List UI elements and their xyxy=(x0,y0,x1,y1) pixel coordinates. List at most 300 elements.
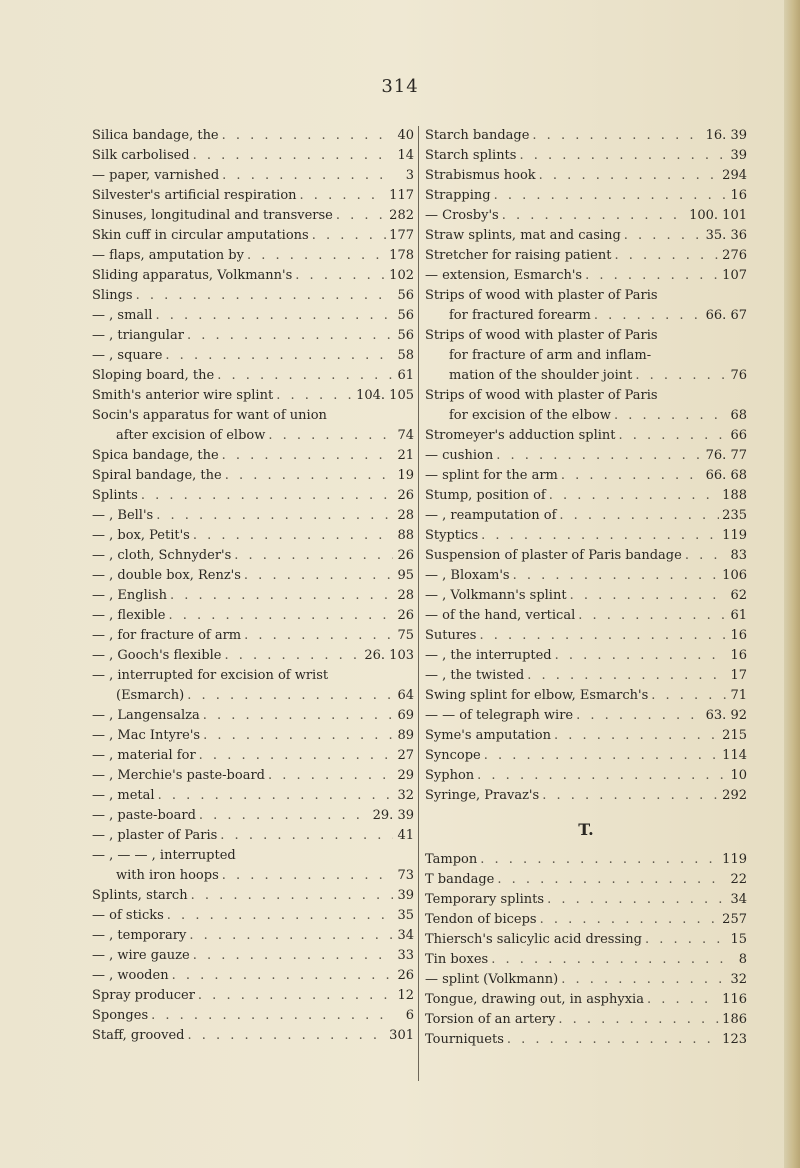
entry-term: — , Merchie's paste-board xyxy=(92,768,265,783)
dot-leader xyxy=(156,506,393,526)
dot-leader xyxy=(619,426,727,446)
dot-leader xyxy=(222,866,393,886)
entry-page-ref: 40 xyxy=(397,128,414,143)
dot-leader xyxy=(295,266,386,286)
index-entry xyxy=(425,506,747,526)
entry-page-ref: 32 xyxy=(397,788,414,803)
dot-leader xyxy=(570,586,726,606)
entry-page-ref: 66 xyxy=(730,428,747,443)
dot-leader xyxy=(141,486,393,506)
entry-term: — flaps, amputation by xyxy=(92,248,244,263)
dot-leader xyxy=(222,166,393,186)
index-entry xyxy=(425,586,747,606)
entry-page-ref: 56 xyxy=(397,328,414,343)
index-entry xyxy=(92,686,414,706)
index-entry xyxy=(92,786,414,806)
index-entry xyxy=(92,246,414,266)
dot-leader xyxy=(494,186,726,206)
entry-term: Stromeyer's adduction splint xyxy=(425,428,616,443)
entry-term: — , material for xyxy=(92,748,196,763)
entry-term: — , cloth, Schnyder's xyxy=(92,548,232,563)
entry-term: — , triangular xyxy=(92,328,184,343)
index-entry xyxy=(92,626,414,646)
entry-page-ref: 301 xyxy=(389,1028,414,1043)
index-entry xyxy=(425,726,747,746)
entry-term: Tin boxes xyxy=(425,952,489,967)
dot-leader xyxy=(234,546,393,566)
entry-page-ref: 16. 39 xyxy=(705,128,747,143)
dot-leader xyxy=(268,766,393,786)
entry-term: Styptics xyxy=(425,528,479,543)
entry-term: Syme's amputation xyxy=(425,728,551,743)
entry-term: — cushion xyxy=(425,448,494,463)
dot-leader xyxy=(555,646,726,666)
entry-page-ref: 34 xyxy=(730,892,747,907)
index-entry xyxy=(425,246,747,266)
entry-page-ref: 215 xyxy=(722,728,747,743)
entry-page-ref: 276 xyxy=(722,248,747,263)
entry-page-ref: 102 xyxy=(389,268,414,283)
entry-term: Starch splints xyxy=(425,148,517,163)
dot-leader xyxy=(507,1030,719,1050)
entry-page-ref: 29 xyxy=(397,768,414,783)
dot-leader xyxy=(479,626,726,646)
entry-page-ref: 15 xyxy=(730,932,747,947)
index-entry xyxy=(425,890,747,910)
entry-page-ref: 61 xyxy=(730,608,747,623)
dot-leader xyxy=(542,786,719,806)
index-entry xyxy=(425,406,747,426)
dot-leader xyxy=(312,226,386,246)
dot-leader xyxy=(532,126,702,146)
index-entry xyxy=(92,566,414,586)
entry-term: — — of telegraph wire xyxy=(425,708,574,723)
index-entry xyxy=(425,1030,747,1050)
entry-term: — , — — , interrupted xyxy=(92,848,236,863)
entry-page-ref: 63. 92 xyxy=(705,708,747,723)
entry-term: — , Bloxam's xyxy=(425,568,510,583)
index-entry xyxy=(425,526,747,546)
dot-leader xyxy=(187,686,393,706)
dot-leader xyxy=(244,566,393,586)
dot-leader xyxy=(496,446,702,466)
index-entry xyxy=(92,406,414,426)
entry-term: Splints, starch xyxy=(92,888,188,903)
entry-page-ref: 6 xyxy=(405,1008,414,1023)
entry-term: Syringe, Pravaz's xyxy=(425,788,540,803)
dot-leader xyxy=(247,246,386,266)
entry-term: T bandage xyxy=(425,872,495,887)
entry-page-ref: 64 xyxy=(397,688,414,703)
entry-term: Starch bandage xyxy=(425,128,530,143)
index-entry xyxy=(425,126,747,146)
dot-leader xyxy=(172,966,393,986)
entry-page-ref: 17 xyxy=(730,668,747,683)
dot-leader xyxy=(645,930,726,950)
column-divider xyxy=(418,126,419,1081)
index-entry xyxy=(92,206,414,226)
index-entry xyxy=(425,146,747,166)
dot-leader xyxy=(151,1006,393,1026)
dot-leader xyxy=(519,146,726,166)
dot-leader xyxy=(225,646,362,666)
index-entry xyxy=(92,266,414,286)
entry-term: — of sticks xyxy=(92,908,164,923)
entry-term: — , metal xyxy=(92,788,155,803)
entry-term: Socin's apparatus for want of union xyxy=(92,408,327,423)
entry-page-ref: 16 xyxy=(730,628,747,643)
entry-term: Strips of wood with plaster of Paris xyxy=(425,388,658,403)
entry-page-ref: 95 xyxy=(397,568,414,583)
entry-term: — paper, varnished xyxy=(92,168,220,183)
dot-leader xyxy=(191,886,393,906)
index-entry xyxy=(425,910,747,930)
dot-leader xyxy=(561,970,726,990)
index-entry xyxy=(425,466,747,486)
entry-page-ref: 35 xyxy=(397,908,414,923)
index-entry xyxy=(92,866,414,886)
index-entry xyxy=(92,166,414,186)
dot-leader xyxy=(203,706,393,726)
dot-leader xyxy=(276,386,353,406)
entry-page-ref: 27 xyxy=(397,748,414,763)
entry-page-ref: 76 xyxy=(730,368,747,383)
dot-leader xyxy=(193,146,393,166)
index-entry xyxy=(92,546,414,566)
entry-term: — , flexible xyxy=(92,608,166,623)
index-entry xyxy=(425,766,747,786)
entry-page-ref: 88 xyxy=(397,528,414,543)
index-entry xyxy=(92,386,414,406)
dot-leader xyxy=(554,726,719,746)
entry-term: Sponges xyxy=(92,1008,149,1023)
entry-term: — , the interrupted xyxy=(425,648,552,663)
entry-page-ref: 188 xyxy=(722,488,747,503)
entry-term: Strabismus hook xyxy=(425,168,536,183)
entry-term: Suspension of plaster of Paris bandage xyxy=(425,548,682,563)
entry-term: Sutures xyxy=(425,628,477,643)
entry-page-ref: 66. 67 xyxy=(705,308,747,323)
entry-page-ref: 26 xyxy=(397,608,414,623)
entry-page-ref: 73 xyxy=(397,868,414,883)
index-entry xyxy=(92,666,414,686)
index-entry xyxy=(425,950,747,970)
entry-page-ref: 119 xyxy=(722,852,747,867)
index-entry xyxy=(425,666,747,686)
entry-term: — extension, Esmarch's xyxy=(425,268,583,283)
entry-term: Sinuses, longitudinal and transverse xyxy=(92,208,333,223)
entry-term: Temporary splints xyxy=(425,892,545,907)
index-entry xyxy=(92,146,414,166)
section-heading-t: T. xyxy=(578,820,594,839)
dot-leader xyxy=(187,1026,386,1046)
entry-page-ref: 119 xyxy=(722,528,747,543)
index-entry xyxy=(425,786,747,806)
dot-leader xyxy=(198,986,393,1006)
index-entry xyxy=(92,506,414,526)
page-edge xyxy=(784,0,800,1168)
index-entry xyxy=(92,346,414,366)
page-number: 314 xyxy=(381,76,419,97)
entry-term: Skin cuff in circular amputations xyxy=(92,228,309,243)
index-entry xyxy=(425,706,747,726)
index-entry xyxy=(92,306,414,326)
dot-leader xyxy=(220,826,393,846)
entry-term: — , interrupted for excision of wrist xyxy=(92,668,329,683)
dot-leader xyxy=(199,806,370,826)
entry-page-ref: 39 xyxy=(730,148,747,163)
dot-leader xyxy=(155,306,393,326)
dot-leader xyxy=(481,526,719,546)
index-entry xyxy=(425,970,747,990)
entry-page-ref: 123 xyxy=(722,1032,747,1047)
dot-leader xyxy=(647,990,719,1010)
entry-term: — , Mac Intyre's xyxy=(92,728,201,743)
entry-term: — , square xyxy=(92,348,163,363)
entry-term: for excision of the elbow xyxy=(449,408,611,423)
entry-term: (Esmarch) xyxy=(116,688,185,703)
entry-page-ref: 117 xyxy=(389,188,414,203)
entry-term: Tourniquets xyxy=(425,1032,504,1047)
dot-leader xyxy=(477,766,726,786)
index-entry xyxy=(425,226,747,246)
dot-leader xyxy=(222,126,393,146)
dot-leader xyxy=(203,726,393,746)
entry-term: Strips of wood with plaster of Paris xyxy=(425,328,658,343)
dot-leader xyxy=(222,446,393,466)
entry-term: Tongue, drawing out, in asphyxia xyxy=(425,992,644,1007)
entry-term: Splints xyxy=(92,488,138,503)
entry-term: Tendon of biceps xyxy=(425,912,537,927)
entry-page-ref: 56 xyxy=(397,288,414,303)
index-entry xyxy=(425,646,747,666)
entry-page-ref: 28 xyxy=(397,508,414,523)
index-entry xyxy=(92,126,414,146)
index-entry xyxy=(425,486,747,506)
entry-term: Silica bandage, the xyxy=(92,128,219,143)
index-entry xyxy=(425,266,747,286)
index-entry xyxy=(92,526,414,546)
dot-leader xyxy=(193,526,393,546)
entry-term: — , double box, Renz's xyxy=(92,568,241,583)
dot-leader xyxy=(585,266,719,286)
entry-page-ref: 26. 103 xyxy=(364,648,414,663)
entry-page-ref: 19 xyxy=(397,468,414,483)
index-entry xyxy=(425,306,747,326)
entry-term: for fractured forearm xyxy=(449,308,591,323)
index-entry xyxy=(92,1026,414,1046)
entry-term: Torsion of an artery xyxy=(425,1012,556,1027)
dot-leader xyxy=(527,666,726,686)
index-entry xyxy=(425,990,747,1010)
index-entry xyxy=(92,766,414,786)
section-gap xyxy=(425,842,747,850)
entry-term: Spica bandage, the xyxy=(92,448,219,463)
index-entry xyxy=(92,186,414,206)
index-entry xyxy=(425,386,747,406)
index-entry xyxy=(425,366,747,386)
entry-term: after excision of elbow xyxy=(116,428,266,443)
dot-leader xyxy=(540,910,720,930)
index-section-s-continued xyxy=(425,126,747,806)
dot-leader xyxy=(187,326,393,346)
entry-page-ref: 16 xyxy=(730,648,747,663)
entry-page-ref: 89 xyxy=(397,728,414,743)
entry-term: — , wooden xyxy=(92,968,169,983)
entry-page-ref: 116 xyxy=(722,992,747,1007)
entry-term: Strips of wood with plaster of Paris xyxy=(425,288,658,303)
entry-term: — , Bell's xyxy=(92,508,154,523)
index-entry xyxy=(92,706,414,726)
dot-leader xyxy=(685,546,726,566)
entry-page-ref: 235 xyxy=(722,508,747,523)
index-entry xyxy=(425,426,747,446)
entry-page-ref: 10 xyxy=(730,768,747,783)
entry-page-ref: 28 xyxy=(397,588,414,603)
entry-term: Spiral bandage, the xyxy=(92,468,222,483)
dot-leader xyxy=(268,426,393,446)
index-entry xyxy=(425,870,747,890)
entry-page-ref: 83 xyxy=(730,548,747,563)
dot-leader xyxy=(199,746,393,766)
index-entry xyxy=(425,626,747,646)
entry-page-ref: 294 xyxy=(722,168,747,183)
dot-leader xyxy=(624,226,703,246)
index-entry xyxy=(92,1006,414,1026)
index-entry xyxy=(425,930,747,950)
dot-leader xyxy=(578,606,726,626)
entry-term: Staff, grooved xyxy=(92,1028,185,1043)
entry-term: — , wire gauze xyxy=(92,948,190,963)
entry-term: — , plaster of Paris xyxy=(92,828,218,843)
dot-leader xyxy=(558,1010,719,1030)
index-entry xyxy=(425,686,747,706)
index-entry xyxy=(425,186,747,206)
index-entry xyxy=(425,606,747,626)
entry-term: — , temporary xyxy=(92,928,187,943)
index-entry xyxy=(92,366,414,386)
index-entry xyxy=(92,726,414,746)
entry-term: Silk carbolised xyxy=(92,148,190,163)
entry-term: Smith's anterior wire splint xyxy=(92,388,274,403)
index-entry xyxy=(425,286,747,306)
index-entry xyxy=(92,486,414,506)
dot-leader xyxy=(170,586,393,606)
entry-page-ref: 58 xyxy=(397,348,414,363)
entry-term: — , box, Petit's xyxy=(92,528,190,543)
entry-page-ref: 3 xyxy=(405,168,414,183)
entry-page-ref: 8 xyxy=(738,952,747,967)
dot-leader xyxy=(336,206,386,226)
dot-leader xyxy=(594,306,703,326)
entry-term: — , small xyxy=(92,308,153,323)
dot-leader xyxy=(165,346,393,366)
dot-leader xyxy=(484,746,719,766)
entry-term: Straw splints, mat and casing xyxy=(425,228,621,243)
entry-page-ref: 33 xyxy=(397,948,414,963)
entry-term: Sloping board, the xyxy=(92,368,215,383)
entry-term: — , Langensalza xyxy=(92,708,200,723)
entry-term: Sliding apparatus, Volkmann's xyxy=(92,268,293,283)
entry-page-ref: 61 xyxy=(397,368,414,383)
index-column-right xyxy=(425,126,747,1050)
index-entry xyxy=(92,426,414,446)
dot-leader xyxy=(547,890,726,910)
entry-page-ref: 282 xyxy=(389,208,414,223)
entry-page-ref: 186 xyxy=(722,1012,747,1027)
entry-term: — , paste-board xyxy=(92,808,196,823)
entry-term: Thiersch's salicylic acid dressing xyxy=(425,932,642,947)
entry-page-ref: 21 xyxy=(397,448,414,463)
dot-leader xyxy=(513,566,720,586)
index-entry xyxy=(92,886,414,906)
index-section-t xyxy=(425,850,747,1050)
dot-leader xyxy=(502,206,686,226)
dot-leader xyxy=(225,466,393,486)
index-entry xyxy=(92,946,414,966)
index-entry xyxy=(425,850,747,870)
entry-term: Slings xyxy=(92,288,133,303)
dot-leader xyxy=(189,926,393,946)
entry-term: for fracture of arm and inflam- xyxy=(449,348,652,363)
entry-page-ref: 66. 68 xyxy=(705,468,747,483)
dot-leader xyxy=(651,686,726,706)
entry-term: — splint (Volkmann) xyxy=(425,972,559,987)
entry-term: Stump, position of xyxy=(425,488,546,503)
index-entry xyxy=(425,326,747,346)
dot-leader xyxy=(300,186,387,206)
index-entry xyxy=(92,906,414,926)
index-entry xyxy=(425,1010,747,1030)
index-entry xyxy=(92,746,414,766)
index-entry xyxy=(92,226,414,246)
entry-page-ref: 104. 105 xyxy=(356,388,414,403)
index-entry xyxy=(425,566,747,586)
index-entry xyxy=(92,446,414,466)
dot-leader xyxy=(497,870,726,890)
entry-page-ref: 76. 77 xyxy=(705,448,747,463)
dot-leader xyxy=(491,950,726,970)
entry-term: — splint for the arm xyxy=(425,468,558,483)
dot-leader xyxy=(244,626,393,646)
entry-term: — , reamputation of xyxy=(425,508,557,523)
entry-term: Syphon xyxy=(425,768,475,783)
entry-page-ref: 41 xyxy=(397,828,414,843)
index-entry xyxy=(92,326,414,346)
entry-page-ref: 32 xyxy=(730,972,747,987)
entry-page-ref: 62 xyxy=(730,588,747,603)
entry-term: Swing splint for elbow, Esmarch's xyxy=(425,688,649,703)
entry-term: Tampon xyxy=(425,852,478,867)
entry-term: Silvester's artificial respiration xyxy=(92,188,297,203)
index-entry xyxy=(92,606,414,626)
index-entry xyxy=(425,206,747,226)
entry-page-ref: 26 xyxy=(397,968,414,983)
entry-page-ref: 114 xyxy=(722,748,747,763)
index-entry xyxy=(92,646,414,666)
entry-term: Syncope xyxy=(425,748,481,763)
entry-page-ref: 292 xyxy=(722,788,747,803)
entry-page-ref: 39 xyxy=(397,888,414,903)
entry-page-ref: 12 xyxy=(397,988,414,1003)
entry-page-ref: 26 xyxy=(397,488,414,503)
entry-term: — Crosby's xyxy=(425,208,499,223)
entry-page-ref: 178 xyxy=(389,248,414,263)
dot-leader xyxy=(168,606,393,626)
entry-term: — , Gooch's flexible xyxy=(92,648,222,663)
entry-page-ref: 56 xyxy=(397,308,414,323)
entry-page-ref: 74 xyxy=(397,428,414,443)
